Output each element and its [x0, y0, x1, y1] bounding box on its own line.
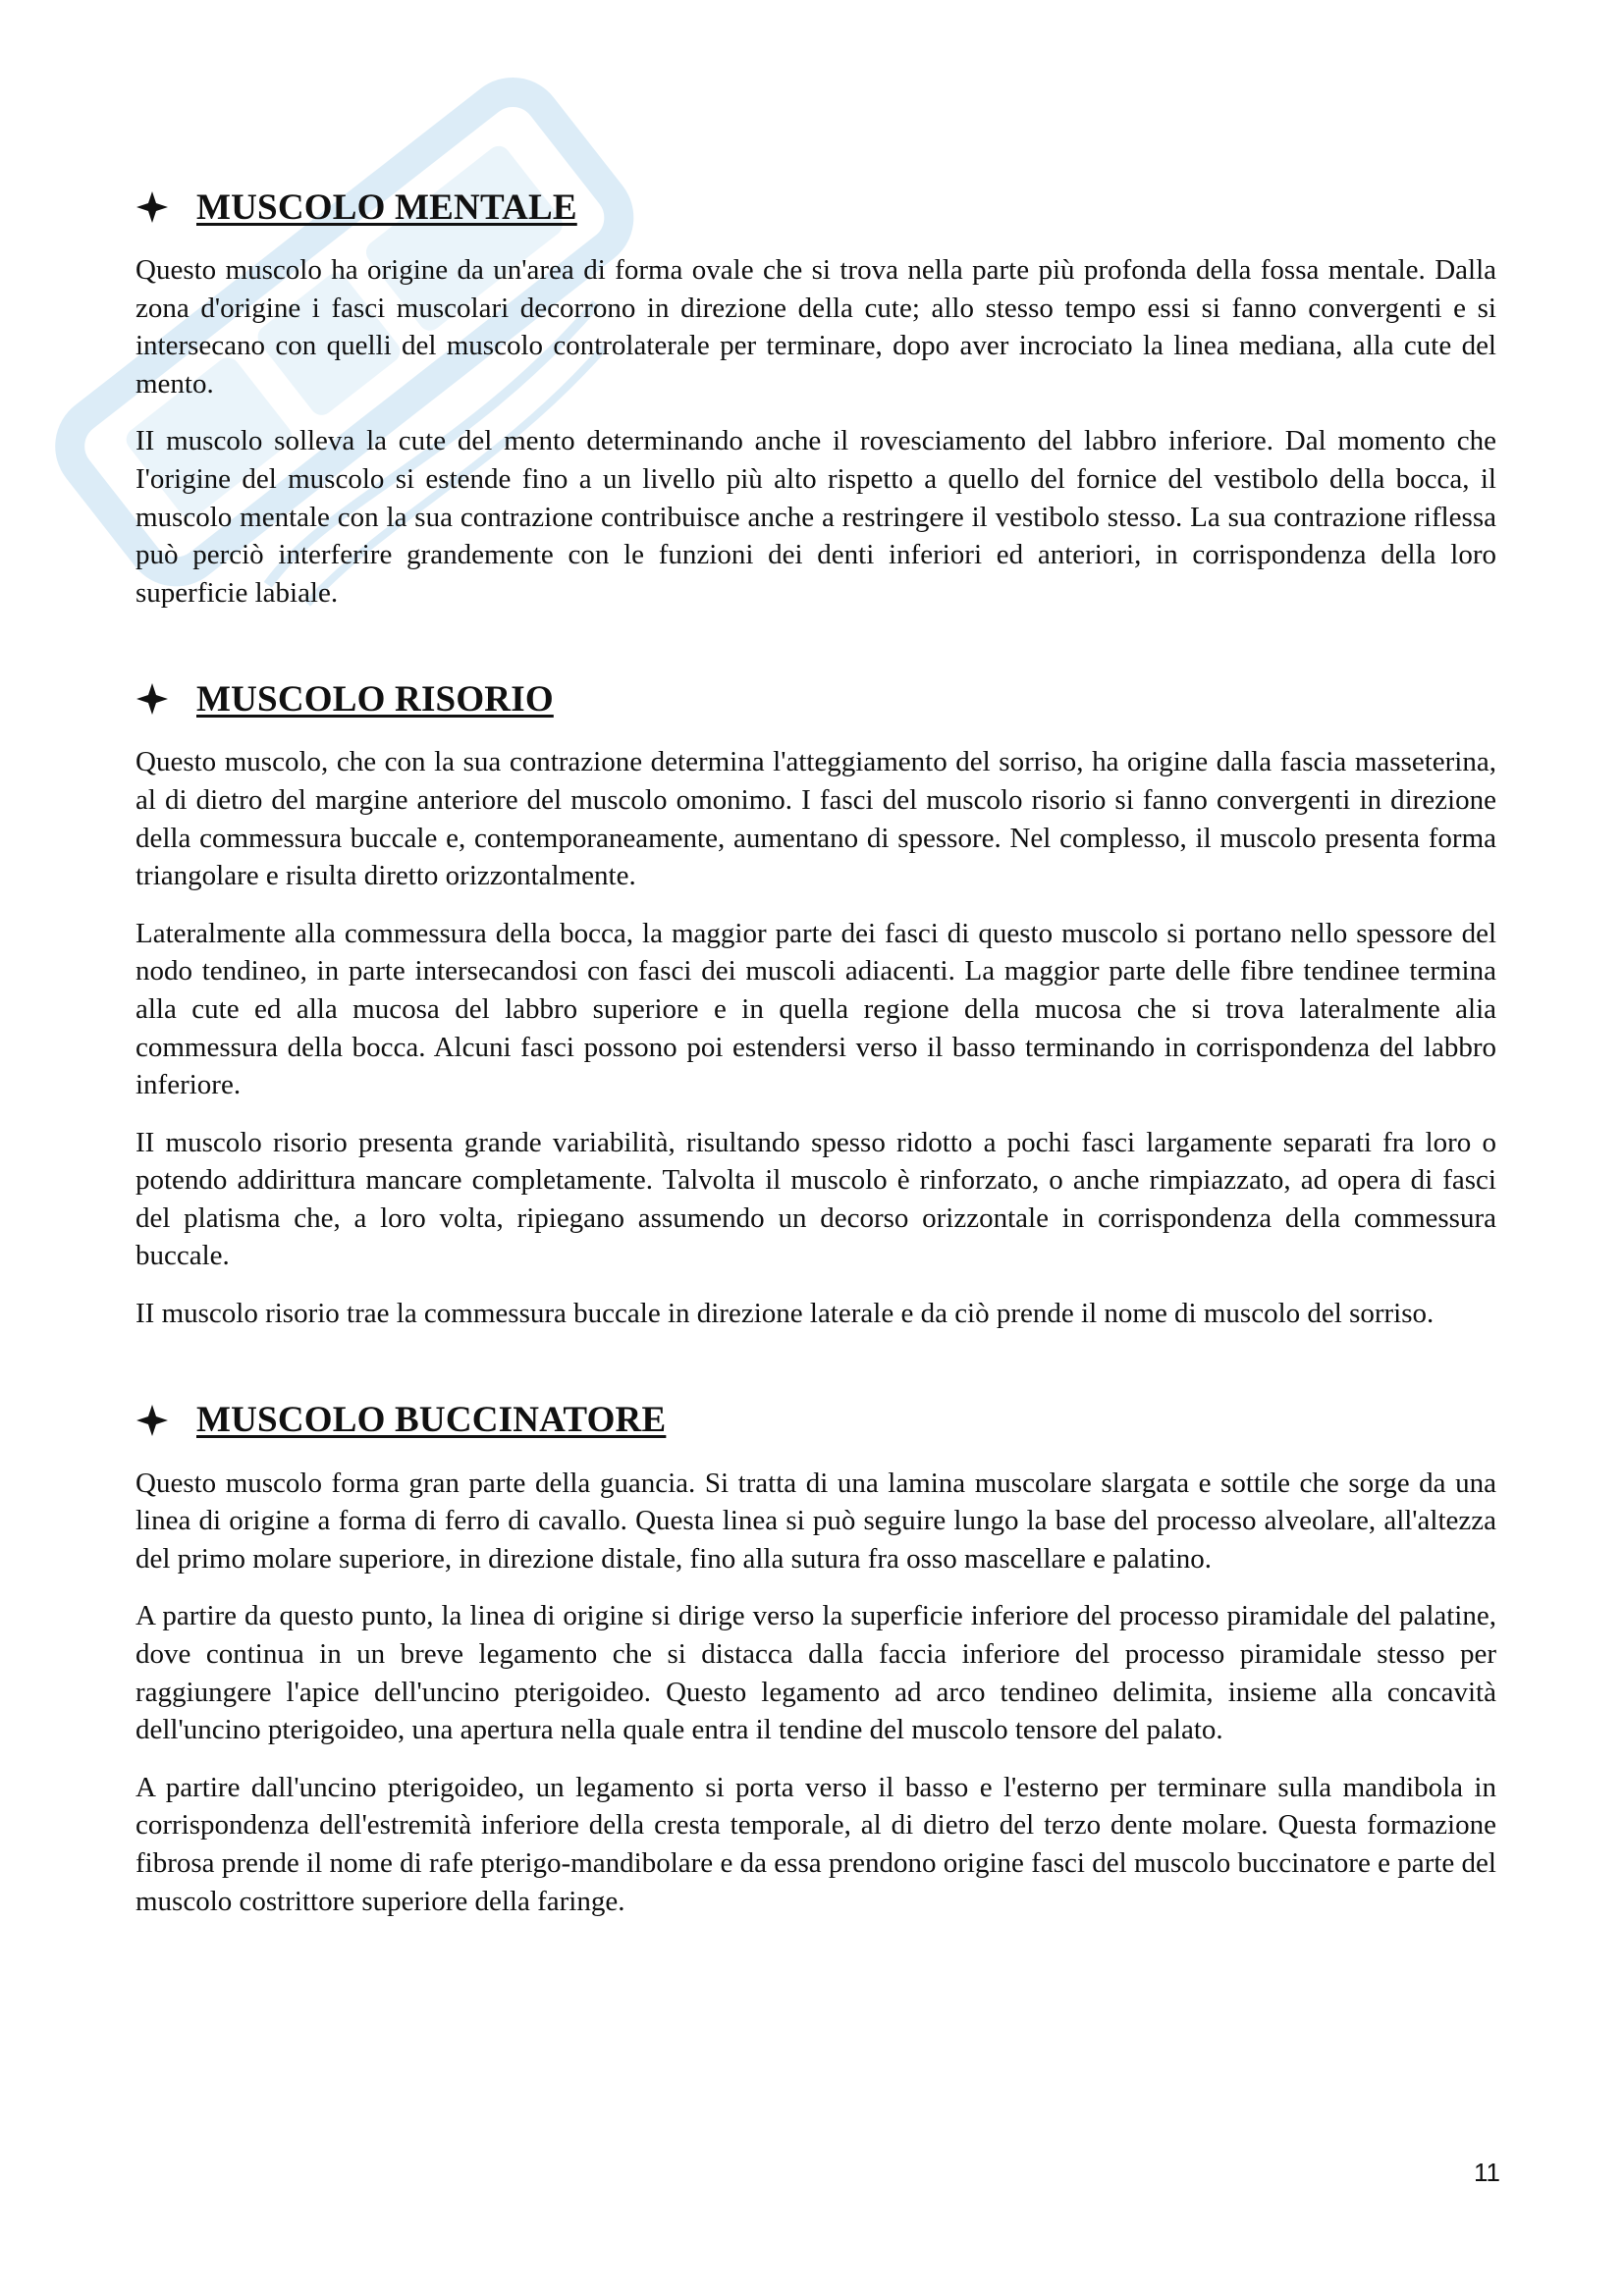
paragraph: Questo muscolo forma gran parte della guancia. Si tratta di una lamina muscolare slargata e sottile che sorge da una linea di origine a forma di ferro di cavallo. Questa linea si può seguire lungo la base del processo alveolare, all'altezza del primo molare superiore, in direzione distale, fino alla sutura fra osso mascellare e palatino. — [135, 1467, 1496, 1575]
paragraph: Lateralmente alla commessura della bocca, la maggior parte dei fasci di questo muscolo si portano nello spessore del nodo tendineo, in parte intersecandosi con fasci dei muscoli adiacenti. La maggior parte delle fibre tendinee termina alla cute ed alla mucosa del labbro superiore e in quella regione della mucosa che si trova lateralmente alia commessura della bocca. Alcuni fasci possono poi estendersi verso il basso terminando in corrispondenza del labbro inferiore. — [135, 917, 1496, 1101]
section-title: MUSCOLO MENTALE — [196, 187, 577, 228]
section-heading — [135, 668, 1496, 729]
page-number: 11 — [1474, 2158, 1500, 2187]
document-page — [135, 177, 1496, 1977]
paragraph: A partire da questo punto, la linea di origine si dirige verso la superficie inferiore del processo piramidale del palatine, dove continua in un breve legamento che si distacca dalla faccia inferiore del processo piramidale stesso per raggiungere l'apice dell'uncino pterigoideo. Questo legamento ad arco tendineo delimita, insieme alla concavità dell'uncino pterigoideo, una apertura nella quale entra il tendine del muscolo tensore del palato. — [135, 1600, 1496, 1746]
paragraph: A partire dall'uncino pterigoideo, un legamento si porta verso il basso e l'esterno per terminare sulla mandibola in corrispondenza dell'estremità inferiore della cresta temporale, al di dietro del terzo dente molare. Questa formazione fibrosa prende il nome di rafe pterigo-mandibolare e da essa prendono origine fasci del muscolo buccinatore e parte del muscolo costrittore superiore della faringe. — [135, 1771, 1496, 1917]
paragraph: Questo muscolo ha origine da un'area di forma ovale che si trova nella parte più profonda della fossa mentale. Dalla zona d'origine i fasci muscolari decorrono in direzione della cute; allo stesso tempo essi si fanno convergenti e si intersecano con quelli del muscolo controlaterale per terminare, dopo aver incrociato la linea mediana, alla cute del mento. — [135, 254, 1496, 400]
section-heading — [135, 177, 1496, 238]
paragraph: II muscolo solleva la cute del mento determinando anche il rovesciamento del labbro inferiore. Dal momento che I'origine del muscolo si estende fino a un livello più alto rispetto a quello del fornice del vestibolo della bocca, il muscolo mentale con la sua contrazione contribuisce anche a restringere il vestibolo stesso. La sua contrazione riflessa può perciò interferire grandemente con le funzioni dei denti inferiori ed anteriori, in corrispondenza della loro superficie labiale. — [135, 425, 1496, 609]
section-title: MUSCOLO BUCCINATORE — [196, 1400, 667, 1441]
paragraph: II muscolo risorio trae la commessura buccale in direzione laterale e da ciò prende il nome di muscolo del sorriso. — [135, 1298, 1435, 1330]
section-muscolo-mentale — [135, 177, 1496, 612]
section-muscolo-risorio — [135, 668, 1496, 1332]
paragraph: Questo muscolo, che con la sua contrazione determina l'atteggiamento del sorriso, ha origine dalla fascia masseterina, al di dietro del margine anteriore del muscolo omonimo. I fasci del muscolo risorio si fanno convergenti in direzione della commessura buccale e, contemporaneamente, aumentano di spessore. Nel complesso, il muscolo presenta forma triangolare e risulta diretto orizzontalmente. — [135, 746, 1496, 892]
diamond-bullet-icon — [135, 190, 169, 224]
diamond-bullet-icon — [135, 682, 169, 716]
paragraph: II muscolo risorio presenta grande variabilità, risultando spesso ridotto a pochi fasci largamente separati fra loro o potendo addirittura mancare completamente. Talvolta il muscolo è rinforzato, o anche rimpiazzato, ad opera di fasci del platisma che, a loro volta, ripiegano assumendo un decorso orizzontale in corrispondenza della commessura buccale. — [135, 1126, 1496, 1272]
section-title: MUSCOLO RISORIO — [196, 678, 554, 720]
diamond-bullet-icon — [135, 1404, 169, 1437]
section-heading — [135, 1390, 1496, 1451]
section-muscolo-buccinatore — [135, 1390, 1496, 1921]
